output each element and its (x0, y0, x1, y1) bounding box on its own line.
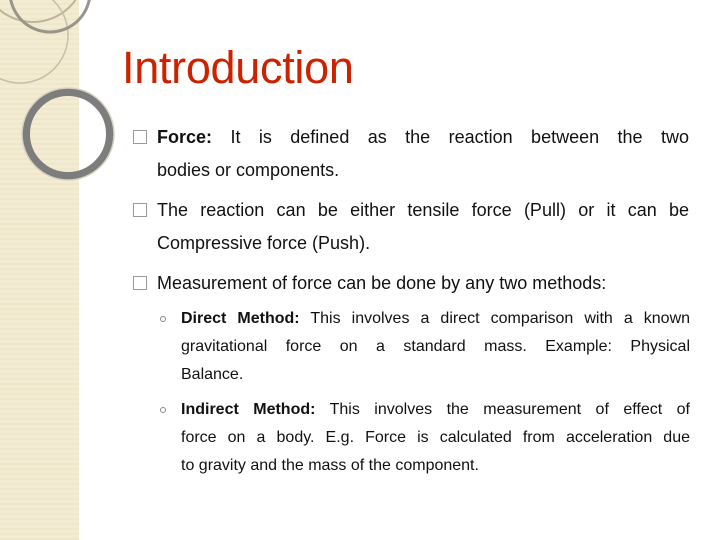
ring-bullet-icon (160, 407, 166, 413)
sub-bullet-text-continued: gravitational force on a standard mass. Example: Physical (181, 338, 690, 355)
sub-bullet-text-continued: force on a body. E.g. Force is calculated from acceleration due (181, 429, 690, 446)
bullet-line (157, 121, 689, 154)
term-force: Force: (157, 127, 213, 147)
bullet-reaction-types (157, 194, 689, 260)
square-bullet-icon (133, 130, 147, 144)
sub-bullet-direct-method (181, 305, 690, 389)
sub-bullet-text: This involves a direct comparison with a known (310, 310, 691, 327)
bullet-force-definition (157, 121, 689, 187)
bullet-text: Measurement of force can be done by any two methods: (157, 273, 607, 293)
small-ring-icon (10, 0, 90, 32)
sub-bullet-text-continued: Balance. (181, 366, 244, 383)
ring-bullet-icon (160, 316, 166, 322)
term-direct-method: Direct Method: (181, 310, 300, 327)
term-indirect-method: Indirect Method: (181, 401, 316, 418)
sub-bullet-line (181, 305, 690, 333)
bullet-measurement-methods (157, 267, 689, 300)
sub-bullet-text-continued: to gravity and the mass of the component. (181, 457, 479, 474)
sub-bullet-indirect-method (181, 396, 690, 480)
bullet-text: It is defined as the reaction between the two (230, 127, 689, 147)
ring-decoration (0, 0, 140, 220)
sub-bullet-line (181, 396, 690, 424)
slide-title: Introduction (122, 42, 354, 93)
bullet-text-continued: bodies or components. (157, 160, 340, 180)
sub-bullet-text: This involves the measurement of effect of (329, 401, 691, 418)
square-bullet-icon (133, 203, 147, 217)
bullet-text: The reaction can be either tensile force (Pull) or it can be (157, 200, 689, 220)
square-bullet-icon (133, 276, 147, 290)
large-ring-icon (26, 92, 110, 176)
outer-ring-highlight-icon (22, 88, 114, 180)
bullet-text-continued: Compressive force (Push). (157, 233, 371, 253)
